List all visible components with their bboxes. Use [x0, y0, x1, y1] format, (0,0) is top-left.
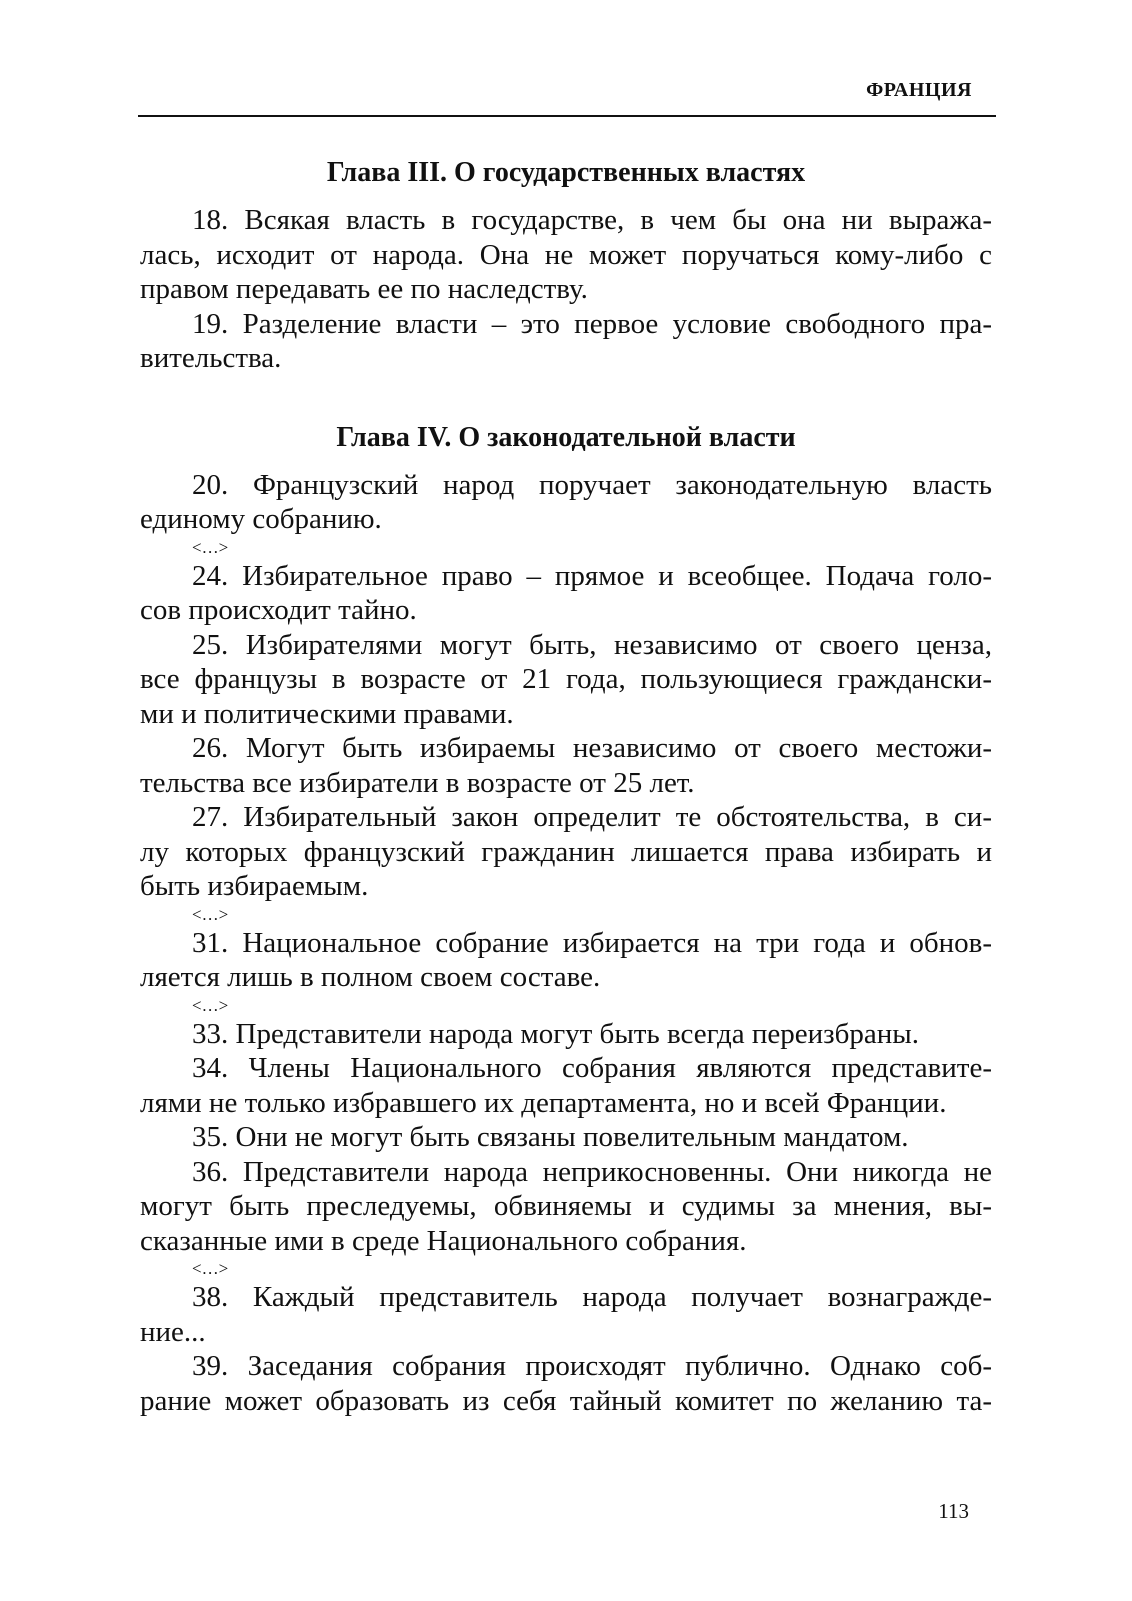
page-body	[140, 135, 992, 1418]
chapter-title: Глава III. О государственных властях	[326, 157, 806, 188]
article-paragraph	[140, 203, 992, 307]
text-line: 34. Члены Национального собрания являются представите-	[192, 1052, 992, 1084]
article-paragraph	[140, 1155, 992, 1259]
text-line: все французы в возрасте от 21 года, пользующиеся граждански-	[140, 663, 992, 695]
text-line: вительства.	[140, 342, 282, 374]
article-paragraph	[140, 1280, 992, 1349]
text-line: правом передавать ее по наследству.	[140, 273, 588, 305]
article-paragraph	[140, 800, 992, 904]
header-rule	[138, 115, 996, 117]
text-line: 35. Они не могут быть связаны повелительным мандатом.	[192, 1121, 909, 1153]
running-head: ФРАНЦИЯ	[866, 79, 972, 101]
text-line: 39. Заседания собрания происходят публично. Однако соб-	[192, 1350, 992, 1382]
text-line: единому собранию.	[140, 503, 382, 535]
text-line: рание может образовать из себя тайный комитет по желанию та-	[140, 1384, 992, 1417]
article-paragraph	[140, 1120, 992, 1155]
text-line: лями не только избравшего их департамента, но и всей Франции.	[140, 1086, 947, 1119]
article-paragraph	[140, 1349, 992, 1418]
text-line: 25. Избирателями могут быть, независимо от своего ценза,	[192, 628, 992, 661]
text-line: 27. Избирательный закон определит те обстоятельства, в си-	[192, 801, 992, 833]
article-paragraph	[140, 307, 992, 376]
text-line: 19. Разделение власти – это первое условие свободного пра-	[192, 307, 992, 340]
text-line: лась, исходит от народа. Она не может поручаться кому-либо с	[140, 238, 992, 271]
omission-marker: <…>	[192, 1259, 229, 1278]
page-number: 113	[938, 1499, 969, 1523]
text-line: 31. Национальное собрание избирается на три года и обнов-	[192, 926, 992, 959]
text-line: могут быть преследуемы, обвиняемы и судимы за мнения, вы-	[140, 1190, 992, 1222]
omission-marker: <…>	[192, 995, 229, 1015]
text-line: 33. Представители народа могут быть всегда переизбраны.	[192, 1017, 920, 1050]
article-paragraph	[140, 628, 992, 732]
text-line: быть избираемым.	[140, 870, 369, 902]
text-line: 26. Могут быть избираемы независимо от своего местожи-	[192, 732, 992, 764]
text-line: 38. Каждый представитель народа получает вознагражде-	[192, 1281, 992, 1313]
text-line: сказанные ими в среде Национального собрания.	[140, 1224, 747, 1257]
article-paragraph	[140, 1051, 992, 1120]
chapter-title: Глава IV. О законодательной власти	[336, 421, 796, 453]
text-line: 20. Французский народ поручает законодательную власть	[192, 468, 992, 501]
omission-marker: <…>	[192, 904, 229, 924]
text-line: 18. Всякая власть в государстве, в чем бы она ни выража-	[192, 204, 992, 236]
article-paragraph	[140, 468, 992, 537]
text-line: 36. Представители народа неприкосновенны. Они никогда не	[192, 1155, 992, 1188]
omission-marker: <…>	[192, 537, 229, 557]
text-line: ми и политическими правами.	[140, 697, 514, 730]
text-line: 24. Избирательное право – прямое и всеобщее. Подача голо-	[192, 559, 992, 592]
article-paragraph	[140, 731, 992, 800]
article-paragraph	[140, 559, 992, 628]
text-line: ляется лишь в полном своем составе.	[140, 961, 601, 993]
article-paragraph	[140, 926, 992, 995]
text-line: ние...	[140, 1315, 206, 1348]
text-line: лу которых французский гражданин лишается права избирать и	[140, 835, 992, 868]
article-paragraph	[140, 1017, 992, 1052]
text-line: сов происходит тайно.	[140, 594, 417, 626]
text-line: тельства все избиратели в возрасте от 25 лет.	[140, 766, 695, 799]
